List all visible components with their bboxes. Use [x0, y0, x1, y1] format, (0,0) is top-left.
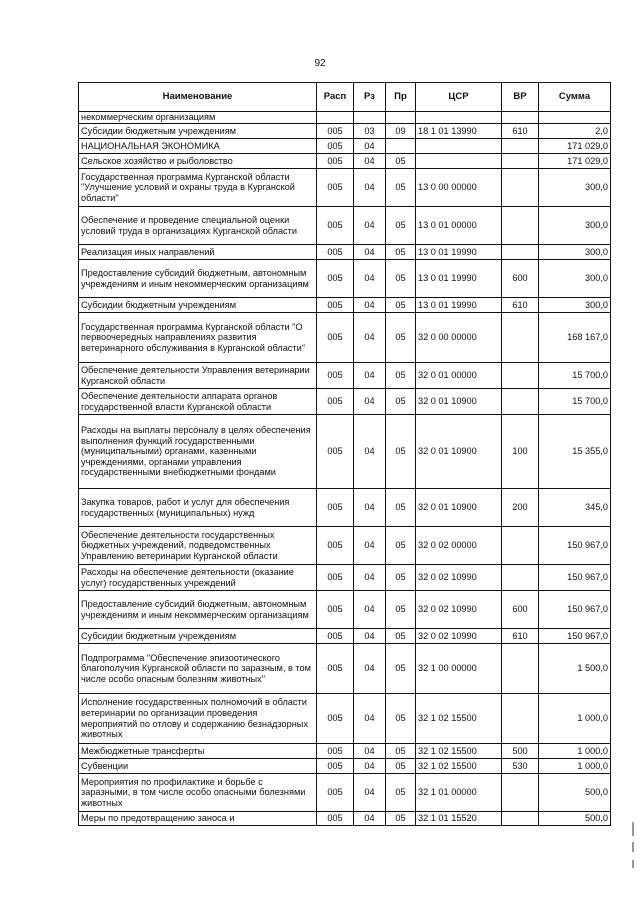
cell-csr: 32 0 01 10900	[416, 389, 502, 415]
cell-sum: 15 700,0	[539, 389, 611, 415]
cell-vr	[502, 169, 539, 207]
cell-vr	[502, 694, 539, 744]
cell-rz: 04	[354, 389, 386, 415]
scan-edge-mark	[632, 822, 634, 836]
cell-sum: 2,0	[539, 124, 611, 139]
cell-pr: 05	[386, 207, 416, 245]
cell-rasp: 005	[317, 169, 354, 207]
cell-rasp: 005	[317, 313, 354, 363]
header-sum: Сумма	[539, 83, 611, 112]
table-row	[79, 591, 611, 629]
cell-vr	[502, 644, 539, 694]
table-header-row	[79, 83, 611, 112]
cell-vr: 600	[502, 260, 539, 298]
cell-name: Исполнение государственных полномочий в области ветеринарии по организации проведения мероприятий по отлову и содержанию безнадзорных животных	[79, 694, 317, 744]
cell-rz	[354, 112, 386, 124]
cell-vr	[502, 154, 539, 169]
cell-pr: 05	[386, 565, 416, 591]
cell-name: Обеспечение деятельности аппарата органов государственной власти Курганской области	[79, 389, 317, 415]
cell-name: Расходы на обеспечение деятельности (оказание услуг) государственных учреждений	[79, 565, 317, 591]
cell-sum: 300,0	[539, 207, 611, 245]
cell-sum: 500,0	[539, 774, 611, 812]
header-csr: ЦСР	[416, 83, 502, 112]
cell-pr: 05	[386, 245, 416, 260]
table-row	[79, 389, 611, 415]
table-row	[79, 245, 611, 260]
cell-vr: 100	[502, 415, 539, 489]
cell-name: Субсидии бюджетным учреждениям	[79, 629, 317, 644]
cell-vr: 610	[502, 629, 539, 644]
cell-rz: 03	[354, 124, 386, 139]
table-row	[79, 124, 611, 139]
cell-name: Обеспечение деятельности государственных бюджетных учреждений, подведомственных Управлению ветеринарии Курганской области	[79, 527, 317, 565]
cell-name: Обеспечение и проведение специальной оценки условий труда в организациях Курганской области	[79, 207, 317, 245]
cell-rasp: 005	[317, 415, 354, 489]
cell-vr	[502, 527, 539, 565]
cell-csr: 32 0 02 10990	[416, 629, 502, 644]
cell-vr	[502, 207, 539, 245]
cell-vr: 530	[502, 759, 539, 774]
cell-pr: 05	[386, 774, 416, 812]
cell-csr: 32 1 01 00000	[416, 774, 502, 812]
cell-rz: 04	[354, 313, 386, 363]
cell-csr: 13 0 00 00000	[416, 169, 502, 207]
table-row	[79, 694, 611, 744]
cell-rasp: 005	[317, 591, 354, 629]
cell-pr	[386, 139, 416, 154]
cell-csr: 32 0 02 10990	[416, 565, 502, 591]
table-row	[79, 759, 611, 774]
cell-rasp: 005	[317, 694, 354, 744]
cell-rz: 04	[354, 260, 386, 298]
cell-name: Предоставление субсидий бюджетным, автономным учреждениям и иным некоммерческим организациям	[79, 591, 317, 629]
scan-edge-mark	[632, 860, 634, 868]
cell-pr: 05	[386, 489, 416, 527]
cell-pr: 05	[386, 169, 416, 207]
cell-rz: 04	[354, 139, 386, 154]
cell-sum	[539, 112, 611, 124]
cell-csr: 32 0 00 00000	[416, 313, 502, 363]
cell-rz: 04	[354, 744, 386, 759]
cell-rasp: 005	[317, 759, 354, 774]
cell-sum: 171 029,0	[539, 154, 611, 169]
cell-name: Мероприятия по профилактике и борьбе с заразными, в том числе особо опасными болезнями животных	[79, 774, 317, 812]
cell-sum: 15 355,0	[539, 415, 611, 489]
cell-pr	[386, 112, 416, 124]
table-row	[79, 139, 611, 154]
cell-pr: 05	[386, 415, 416, 489]
cell-rasp: 005	[317, 245, 354, 260]
cell-pr: 05	[386, 154, 416, 169]
cell-rz: 04	[354, 207, 386, 245]
header-rasp: Расп	[317, 83, 354, 112]
cell-sum: 300,0	[539, 245, 611, 260]
cell-rasp: 005	[317, 629, 354, 644]
cell-rasp: 005	[317, 812, 354, 826]
table-row	[79, 489, 611, 527]
cell-sum: 1 000,0	[539, 744, 611, 759]
cell-vr	[502, 112, 539, 124]
cell-rz: 04	[354, 644, 386, 694]
table-row	[79, 415, 611, 489]
cell-vr	[502, 139, 539, 154]
cell-csr: 32 1 00 00000	[416, 644, 502, 694]
cell-csr: 13 0 01 00000	[416, 207, 502, 245]
cell-vr	[502, 313, 539, 363]
cell-rasp: 005	[317, 124, 354, 139]
cell-name: Расходы на выплаты персоналу в целях обеспечения выполнения функций государственными (муниципальными) органами, казенными учреждениями, органами управления государственными внебюджетными фондами	[79, 415, 317, 489]
cell-name: Меры по предотвращению заноса и	[79, 812, 317, 826]
table-row	[79, 169, 611, 207]
table-row	[79, 363, 611, 389]
cell-vr: 610	[502, 298, 539, 313]
cell-csr	[416, 154, 502, 169]
cell-rasp: 005	[317, 644, 354, 694]
cell-rasp: 005	[317, 744, 354, 759]
cell-vr	[502, 363, 539, 389]
cell-sum: 168 167,0	[539, 313, 611, 363]
header-vr: ВР	[502, 83, 539, 112]
cell-csr: 32 0 02 00000	[416, 527, 502, 565]
cell-rasp: 005	[317, 389, 354, 415]
cell-name: Сельское хозяйство и рыболовство	[79, 154, 317, 169]
cell-name: НАЦИОНАЛЬНАЯ ЭКОНОМИКА	[79, 139, 317, 154]
cell-pr: 05	[386, 629, 416, 644]
table-row	[79, 154, 611, 169]
page-number: 92	[314, 58, 326, 69]
cell-pr: 05	[386, 812, 416, 826]
cell-name: Реализация иных направлений	[79, 245, 317, 260]
cell-name: Субсидии бюджетным учреждениям	[79, 298, 317, 313]
table-row	[79, 565, 611, 591]
cell-sum: 300,0	[539, 169, 611, 207]
cell-rz: 04	[354, 759, 386, 774]
cell-csr: 32 1 02 15500	[416, 694, 502, 744]
cell-rasp: 005	[317, 565, 354, 591]
table-row	[79, 774, 611, 812]
cell-csr: 13 0 01 19990	[416, 260, 502, 298]
cell-vr	[502, 774, 539, 812]
cell-pr: 05	[386, 694, 416, 744]
cell-vr	[502, 389, 539, 415]
cell-rz: 04	[354, 245, 386, 260]
cell-csr: 32 1 02 15500	[416, 759, 502, 774]
cell-csr: 13 0 01 19990	[416, 245, 502, 260]
cell-sum: 300,0	[539, 260, 611, 298]
cell-vr: 200	[502, 489, 539, 527]
cell-name: Государственная программа Курганской области "О первоочередных направлениях развития ветеринарного обслуживания в Курганской области"	[79, 313, 317, 363]
cell-csr: 18 1 01 13990	[416, 124, 502, 139]
cell-name: Обеспечение деятельности Управления ветеринарии Курганской области	[79, 363, 317, 389]
cell-pr: 05	[386, 389, 416, 415]
cell-sum: 500,0	[539, 812, 611, 826]
table-row	[79, 112, 611, 124]
cell-csr	[416, 112, 502, 124]
cell-name: Закупка товаров, работ и услуг для обеспечения государственных (муниципальных) нужд	[79, 489, 317, 527]
cell-name: Государственная программа Курганской области "Улучшение условий и охраны труда в Курганской области"	[79, 169, 317, 207]
cell-rz: 04	[354, 298, 386, 313]
cell-rz: 04	[354, 363, 386, 389]
cell-csr	[416, 139, 502, 154]
cell-rasp: 005	[317, 207, 354, 245]
cell-pr: 05	[386, 260, 416, 298]
cell-sum: 150 967,0	[539, 591, 611, 629]
cell-rz: 04	[354, 629, 386, 644]
cell-sum: 150 967,0	[539, 629, 611, 644]
cell-sum: 15 700,0	[539, 363, 611, 389]
cell-rz: 04	[354, 774, 386, 812]
table-row	[79, 207, 611, 245]
scan-edge-mark	[632, 842, 634, 852]
cell-rz: 04	[354, 154, 386, 169]
cell-pr: 05	[386, 313, 416, 363]
cell-pr: 05	[386, 591, 416, 629]
cell-pr: 05	[386, 363, 416, 389]
table-body	[79, 112, 611, 826]
cell-csr: 32 0 01 00000	[416, 363, 502, 389]
budget-table	[78, 82, 611, 826]
cell-vr	[502, 245, 539, 260]
cell-csr: 32 0 01 10900	[416, 415, 502, 489]
table-row	[79, 629, 611, 644]
cell-sum: 1 000,0	[539, 694, 611, 744]
cell-sum: 150 967,0	[539, 527, 611, 565]
cell-csr: 32 0 02 10990	[416, 591, 502, 629]
cell-pr: 05	[386, 759, 416, 774]
cell-sum: 1 500,0	[539, 644, 611, 694]
cell-name: Предоставление субсидий бюджетным, автономным учреждениям и иным некоммерческим организациям	[79, 260, 317, 298]
cell-rz: 04	[354, 591, 386, 629]
table-row	[79, 744, 611, 759]
cell-sum: 1 000,0	[539, 759, 611, 774]
cell-vr: 500	[502, 744, 539, 759]
cell-vr: 610	[502, 124, 539, 139]
cell-rasp: 005	[317, 260, 354, 298]
cell-name: Межбюджетные трансферты	[79, 744, 317, 759]
cell-csr: 32 1 01 15520	[416, 812, 502, 826]
cell-sum: 171 029,0	[539, 139, 611, 154]
cell-vr	[502, 812, 539, 826]
table-row	[79, 527, 611, 565]
cell-rz: 04	[354, 812, 386, 826]
cell-vr: 600	[502, 591, 539, 629]
cell-rz: 04	[354, 415, 386, 489]
cell-rz: 04	[354, 169, 386, 207]
cell-rz: 04	[354, 489, 386, 527]
table-row	[79, 812, 611, 826]
cell-rz: 04	[354, 694, 386, 744]
cell-name: Субсидии бюджетным учреждениям	[79, 124, 317, 139]
cell-rasp: 005	[317, 154, 354, 169]
cell-vr	[502, 565, 539, 591]
cell-rasp: 005	[317, 489, 354, 527]
table-row	[79, 313, 611, 363]
cell-rasp	[317, 112, 354, 124]
header-rz: Рз	[354, 83, 386, 112]
cell-pr: 09	[386, 124, 416, 139]
cell-pr: 05	[386, 644, 416, 694]
cell-sum: 300,0	[539, 298, 611, 313]
cell-pr: 05	[386, 298, 416, 313]
cell-name: Субвенции	[79, 759, 317, 774]
header-name: Наименование	[79, 83, 317, 112]
table-row	[79, 298, 611, 313]
cell-rasp: 005	[317, 527, 354, 565]
cell-rasp: 005	[317, 774, 354, 812]
cell-csr: 13 0 01 19990	[416, 298, 502, 313]
header-pr: Пр	[386, 83, 416, 112]
cell-sum: 150 967,0	[539, 565, 611, 591]
cell-csr: 32 0 01 10900	[416, 489, 502, 527]
cell-rz: 04	[354, 527, 386, 565]
cell-pr: 05	[386, 527, 416, 565]
cell-name: Подпрограмма "Обеспечение эпизоотического благополучия Курганской области по заразным, в том числе особо опасным болезням животных"	[79, 644, 317, 694]
cell-rz: 04	[354, 565, 386, 591]
cell-rasp: 005	[317, 139, 354, 154]
cell-sum: 345,0	[539, 489, 611, 527]
table-row	[79, 644, 611, 694]
table-row	[79, 260, 611, 298]
cell-name: некоммерческим организациям	[79, 112, 317, 124]
cell-csr: 32 1 02 15500	[416, 744, 502, 759]
cell-pr: 05	[386, 744, 416, 759]
cell-rasp: 005	[317, 363, 354, 389]
cell-rasp: 005	[317, 298, 354, 313]
